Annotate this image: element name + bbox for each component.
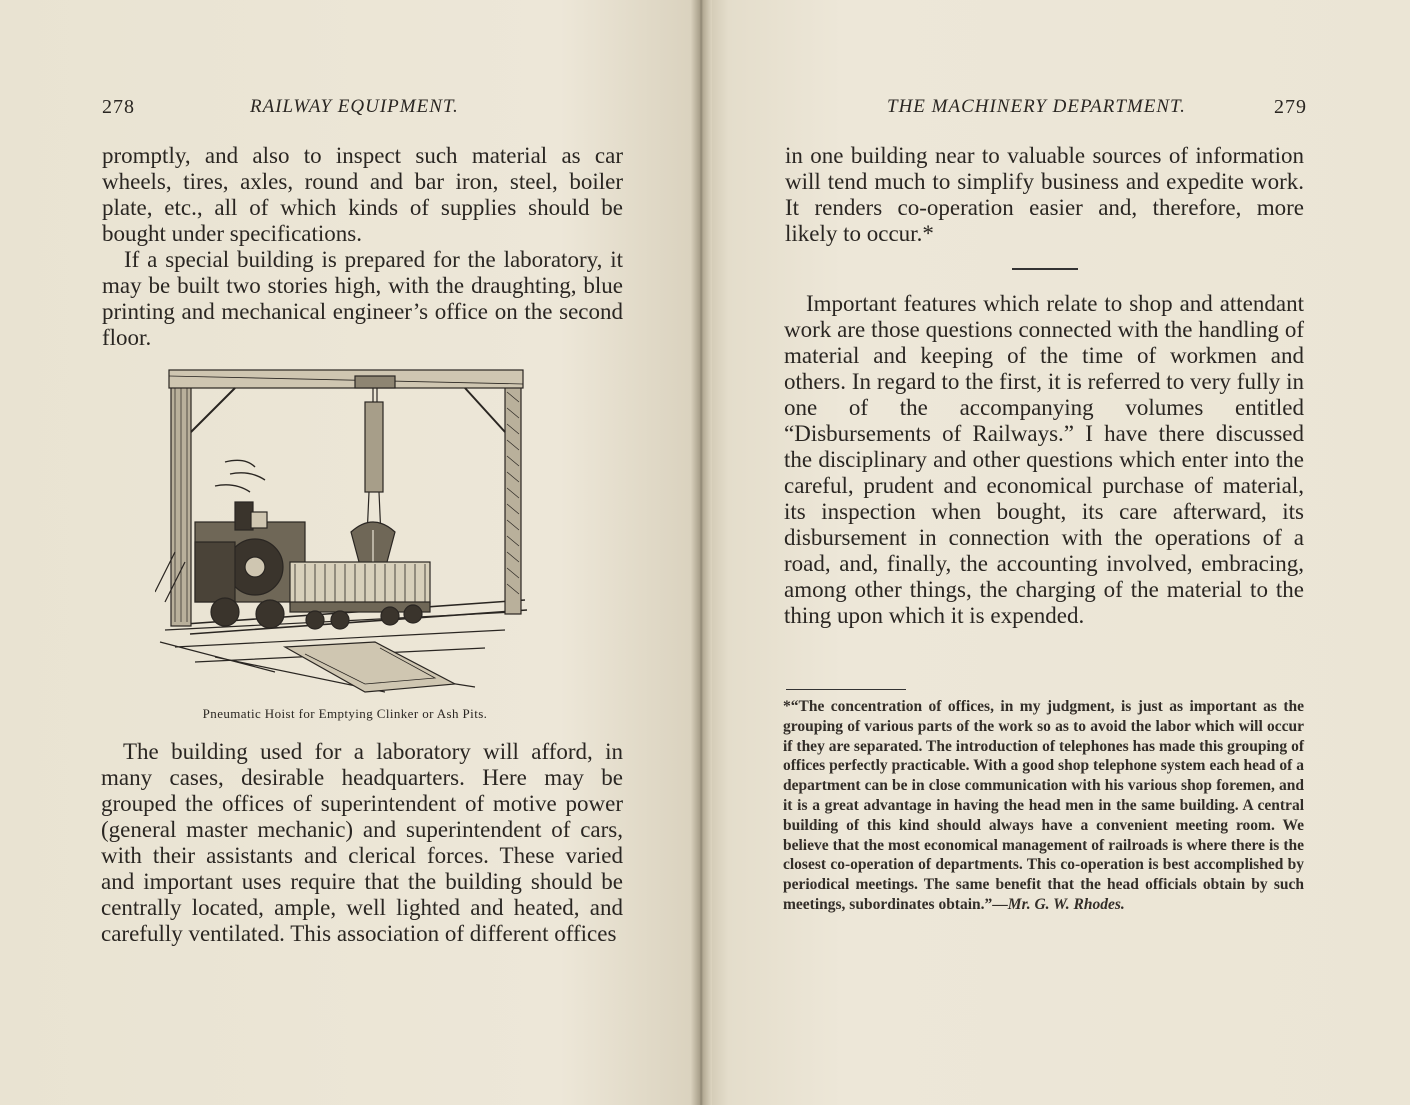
- footnote-signature: Mr. G. W. Rhodes.: [1007, 895, 1125, 913]
- left-page: [0, 0, 700, 1105]
- section-divider: [1012, 268, 1078, 270]
- book-gutter: [690, 0, 712, 1105]
- page-number-left: 278: [102, 96, 135, 118]
- footnote-rule: [786, 689, 906, 690]
- paragraph: in one building near to valuable sources of information will tend much to simplify business and expedite work. It renders co-operation easier and, therefore, more likely to occur.*: [785, 143, 1304, 246]
- figure-caption: Pneumatic Hoist for Emptying Clinker or Ash Pits.: [202, 706, 488, 721]
- footnote: [783, 697, 1304, 915]
- footnote-text: *“The concentration of offices, in my judgment, is just as important as the grouping of various parts of the work so as to avoid the labor which will occur if they are separated. The introduction of telephones has made this grouping of offices perfectly practicable. With a good shop telephone system each head of a department can be in close communication with his various shop foremen, and it is a great advantage in having the head men in the same building. A central building of this kind should always have a convenient meeting room. We believe that the most economical management of railroads is where there is the closest co-operation of departments. This co-operation is best accomplished by periodical meetings. The same benefit that the head officials obtain by such meetings, subordinates obtain.”—: [783, 698, 1304, 913]
- running-title-left: RAILWAY EQUIPMENT.: [250, 96, 459, 117]
- paragraph: Important features which relate to shop and attendant work are those questions connected with the handling of material and keeping of the time of workmen and others. In regard to the first, it is referred to very fully in one of the accompanying volumes entitled “Disbursements of Railways.” I have there discussed the disciplinary and other questions which enter into the careful, prudent and economical purchase of material, its inspection when bought, its care afterward, its disbursement in connection with the operations of a road, and, finally, the accounting involved, embracing, among other things, the charging of the material to the thing upon which it is expended.: [784, 291, 1304, 628]
- paragraph: If a special building is prepared for the laboratory, it may be built two stories high, with the draughting, blue printing and mechanical engineer’s office on the second floor.: [102, 247, 623, 350]
- left-text-block-bottom: [101, 739, 623, 947]
- right-text-block-main: [784, 291, 1304, 629]
- right-text-block-top: [785, 143, 1304, 247]
- left-text-block-top: [102, 143, 623, 351]
- paragraph: The building used for a laboratory will afford, in many cases, desirable headquarters. Here may be grouped the offices of superintendent of motive power (general master mechanic) and superintendent of cars, with their assistants and clerical forces. These varied and important uses require that the building should be centrally located, ample, well lighted and heated, and carefully ventilated. This association of different offices: [101, 739, 623, 946]
- page-number-right: 279: [1274, 96, 1307, 118]
- pneumatic-hoist-illustration: [155, 362, 535, 697]
- running-title-right: THE MACHINERY DEPARTMENT.: [887, 96, 1186, 117]
- paragraph: promptly, and also to inspect such material as car wheels, tires, axles, round and bar iron, steel, boiler plate, etc., all of which kinds of supplies should be bought under specifications.: [102, 143, 623, 246]
